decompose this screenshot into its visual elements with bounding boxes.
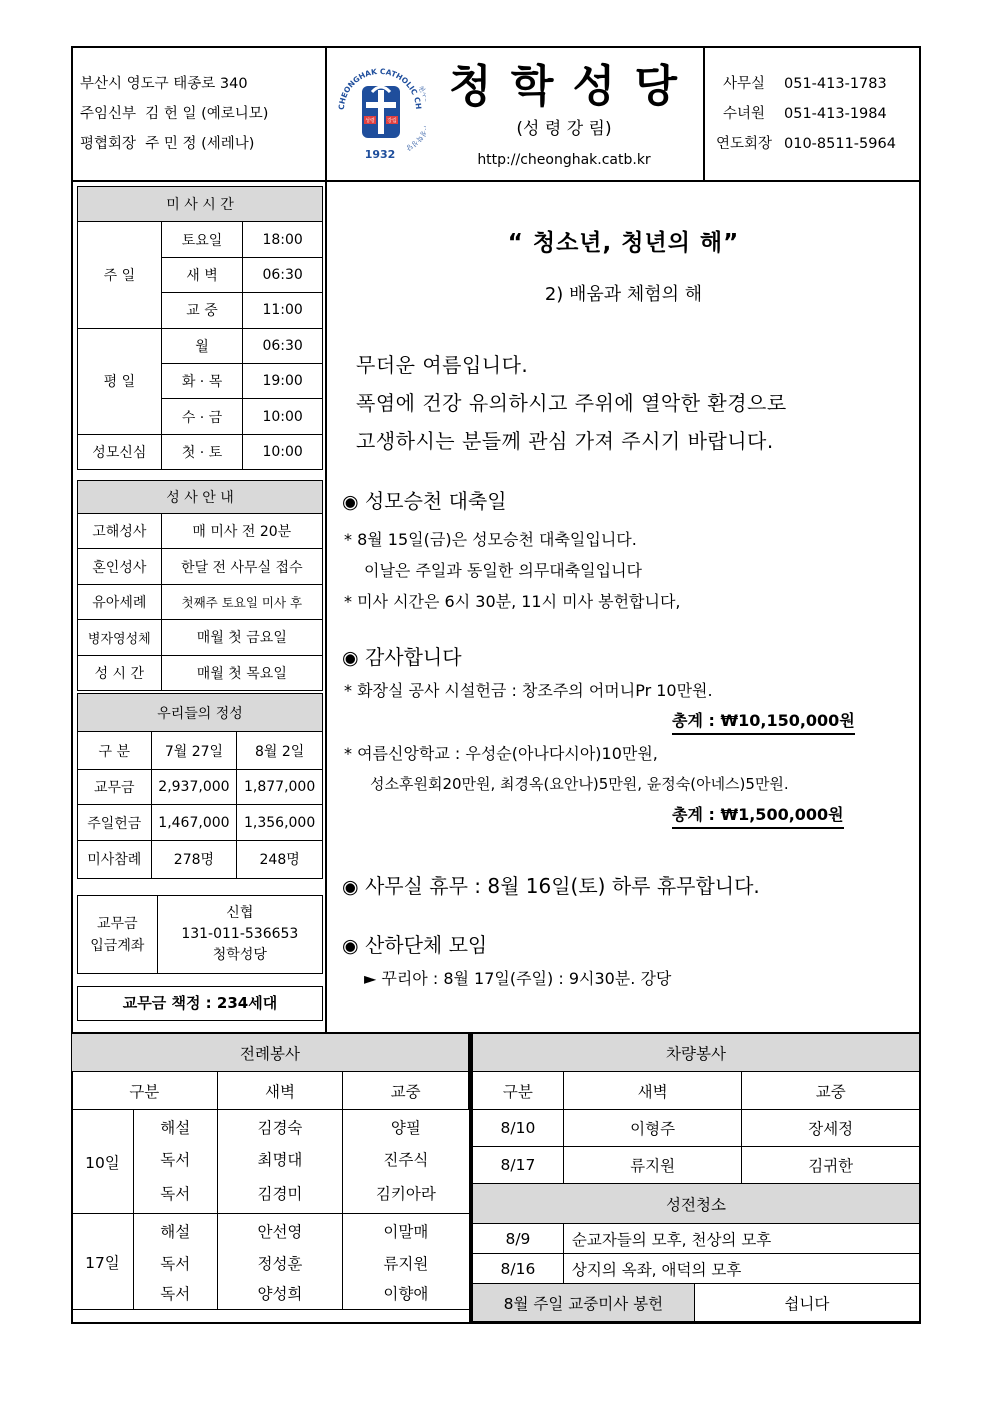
- vehicle-header: 구분: [473, 1072, 564, 1110]
- office-contact: 사무실 051-413-1783: [722, 76, 887, 92]
- sacrament-label: 병자영성체: [78, 620, 162, 655]
- liturgy-role: 해설: [133, 1110, 217, 1145]
- pastor-line: 주임신부 김 헌 일 (예로니모): [80, 106, 269, 122]
- main-title: “ 청소년, 청년의 해”: [507, 230, 740, 256]
- liturgy-day: 17일: [72, 1214, 134, 1310]
- liturgy-header: 새벽: [217, 1072, 343, 1110]
- section-assumption-body: [344, 524, 681, 617]
- offerings-title: 우리들의 정성: [78, 694, 323, 732]
- logo-right-tag: 강림: [387, 118, 397, 124]
- church-address: 부산시 영도구 태종로 340: [80, 76, 248, 92]
- thanks-total-1: 총계 : ₩10,150,000원: [672, 708, 855, 735]
- intro-line: 무더운 여름입니다.: [356, 353, 529, 377]
- households-count: 교무금 책정 : 234세대: [77, 986, 323, 1021]
- logo-side-text: 천 학성당: [404, 84, 426, 153]
- section-office-closed: ◉ 사무실 휴무 : 8월 16일(토) 하루 휴무합니다.: [342, 874, 760, 898]
- liturgy-header: 교중: [343, 1072, 469, 1110]
- liturgy-dawn: 양성희: [217, 1278, 343, 1310]
- mass-day: 화 · 목: [161, 363, 243, 398]
- liturgy-title: 전례봉사: [72, 1034, 469, 1072]
- liturgy-main: 이향애: [343, 1278, 469, 1310]
- cleaning-title: 성전청소: [473, 1184, 920, 1224]
- liturgy-dawn: 김경미: [217, 1174, 343, 1214]
- offering-value: 2,937,000: [151, 770, 237, 805]
- intro-paragraph: [356, 346, 787, 460]
- cleaning-groups: 순교자들의 모후, 천상의 모후: [563, 1224, 919, 1254]
- devotion-label: 성모신심: [78, 434, 162, 469]
- sacrament-value: 한달 전 사무실 접수: [161, 549, 322, 584]
- groups-line: ► 꾸리아 : 8월 17일(주일) : 9시30분. 강당: [364, 969, 672, 988]
- logo-year: 1932: [364, 148, 396, 161]
- account-table: [77, 895, 323, 974]
- mass-time: 06:30: [243, 328, 323, 363]
- sacraments-table: [77, 480, 323, 691]
- bullet-icon: ◉: [342, 935, 359, 957]
- mass-time: 06:30: [243, 257, 323, 292]
- church-patron: (성 령 강 림): [516, 119, 612, 139]
- header-divider: [71, 180, 921, 182]
- intro-line: 고생하시는 분들께 관심 가져 주시기 바랍니다.: [356, 429, 774, 453]
- mass-time: 10:00: [243, 399, 323, 434]
- account-details: 신협 131-011-536653 청학성당: [157, 896, 322, 974]
- convent-contact: 수녀원 051-413-1984: [722, 106, 887, 122]
- body-line: * 8월 15일(금)은 성모승천 대축일입니다.: [344, 530, 637, 549]
- offering-value: 248명: [237, 840, 323, 878]
- liturgy-main: 양필: [343, 1110, 469, 1145]
- council-line: 평협회장 주 민 정 (세레나): [80, 136, 255, 152]
- vehicle-main: 김귀한: [742, 1147, 920, 1184]
- liturgy-role: 독서: [160, 1151, 191, 1169]
- thanks-line: * 여름신앙학교 : 우성순(아나다시아)10만원,: [344, 744, 658, 763]
- mass-offering-value: 쉽니다: [694, 1284, 919, 1322]
- vehicle-dawn: 류지원: [563, 1147, 742, 1184]
- cleaning-table: [472, 1183, 920, 1322]
- mass-times-table: [77, 186, 323, 470]
- yeondo-contact: 연도회장 010-8511-5964: [715, 136, 896, 152]
- mass-time: 18:00: [243, 222, 323, 257]
- vehicle-date: 8/17: [473, 1147, 564, 1184]
- liturgy-main: 이말매: [343, 1214, 469, 1249]
- mass-day: 교 중: [161, 293, 243, 328]
- mass-day: 월: [161, 328, 243, 363]
- sacrament-label: 성 시 간: [78, 655, 162, 690]
- contact-info: [704, 69, 918, 159]
- thanks-line: 성소후원회20만원, 최경옥(요안나)5만원, 윤정숙(아네스)5만원.: [370, 775, 789, 793]
- weekday-label: 평 일: [78, 328, 162, 434]
- mass-day: 토요일: [161, 222, 243, 257]
- liturgy-table: [71, 1033, 469, 1310]
- vehicle-table: [472, 1033, 920, 1184]
- offering-value: 1,877,000: [237, 770, 323, 805]
- cleaning-date: 8/16: [473, 1254, 564, 1284]
- liturgy-dawn: 안선영: [217, 1214, 343, 1249]
- offering-value: 278명: [151, 840, 237, 878]
- section-assumption-heading: ◉ 성모승천 대축일: [342, 489, 507, 513]
- liturgy-day: 10일: [72, 1110, 134, 1214]
- column-divider: [325, 46, 327, 1034]
- liturgy-role: 해설: [160, 1223, 191, 1242]
- sacrament-label: 고해성사: [78, 514, 162, 549]
- body-line: 이날은 주일과 동일한 의무대축일입니다: [364, 561, 643, 580]
- logo-arc-text: CHEONGHAK CATHOLIC CH: [336, 66, 424, 111]
- bullet-icon: ◉: [342, 876, 359, 898]
- sacrament-value: 매월 첫 목요일: [161, 655, 322, 690]
- church-url[interactable]: http://cheonghak.catb.kr: [477, 152, 651, 168]
- liturgy-main: 진주식: [343, 1145, 469, 1174]
- church-logo: [334, 58, 426, 168]
- thanks-line: * 화장실 공사 시설헌금 : 창조주의 어머니Pr 10만원.: [344, 681, 713, 700]
- liturgy-role: 독서: [133, 1174, 217, 1214]
- liturgy-header: 구분: [72, 1072, 218, 1110]
- intro-line: 폭염에 건강 유의하시고 주위에 열악한 환경으로: [356, 391, 787, 415]
- church-title-block: [430, 58, 698, 174]
- thanks-total-2: 총계 : ₩1,500,000원: [672, 802, 844, 829]
- section-groups-heading: ◉ 산하단체 모임: [342, 933, 488, 957]
- vehicle-main: 장세정: [742, 1110, 920, 1147]
- sacrament-label: 유아세례: [78, 584, 162, 619]
- liturgy-role: 독서: [133, 1278, 217, 1310]
- mass-times-title: 미 사 시 간: [78, 187, 323, 222]
- liturgy-role: 독서: [160, 1255, 191, 1273]
- liturgy-dawn: 최명대: [217, 1145, 343, 1174]
- church-name: 청 학 성 당: [449, 61, 679, 112]
- sacrament-label: 혼인성사: [78, 549, 162, 584]
- offerings-header: 구 분: [78, 732, 152, 770]
- section-thanks-heading: ◉ 감사합니다: [342, 645, 462, 669]
- offerings-header: 8월 2일: [237, 732, 323, 770]
- cleaning-date: 8/9: [473, 1224, 564, 1254]
- sacrament-value: 매 미사 전 20분: [161, 514, 322, 549]
- vehicle-header: 교중: [742, 1072, 920, 1110]
- offering-value: 1,356,000: [237, 805, 323, 840]
- offerings-header: 7월 27일: [151, 732, 237, 770]
- header-info: [80, 69, 268, 159]
- devotion-time: 10:00: [243, 434, 323, 469]
- account-label: 교무금 입금계좌: [78, 896, 158, 974]
- vehicle-date: 8/10: [473, 1110, 564, 1147]
- bullet-icon: ◉: [342, 491, 359, 513]
- vehicle-title: 차량봉사: [473, 1034, 920, 1072]
- sacraments-title: 성 사 안 내: [78, 481, 323, 514]
- sunday-label: 주 일: [78, 222, 162, 328]
- devotion-day: 첫 · 토: [161, 434, 243, 469]
- logo-left-tag: 성령: [365, 118, 375, 124]
- offerings-table: [77, 693, 323, 879]
- mass-day: 새 벽: [161, 257, 243, 292]
- vehicle-dawn: 이형주: [563, 1110, 742, 1147]
- liturgy-dawn: 정성훈: [217, 1249, 343, 1278]
- offering-label: 미사참례: [78, 840, 152, 878]
- mass-time: 11:00: [243, 293, 323, 328]
- cleaning-groups: 상지의 옥좌, 애덕의 모후: [563, 1254, 919, 1284]
- mass-day: 수 · 금: [161, 399, 243, 434]
- sacrament-value: 첫째주 토요일 미사 후: [161, 584, 322, 619]
- mass-time: 19:00: [243, 363, 323, 398]
- bullet-icon: ◉: [342, 647, 359, 669]
- liturgy-main: 류지원: [343, 1249, 469, 1278]
- liturgy-dawn: 김경숙: [217, 1110, 343, 1145]
- offering-label: 교무금: [78, 770, 152, 805]
- offering-value: 1,467,000: [151, 805, 237, 840]
- body-line: * 미사 시간은 6시 30분, 11시 미사 봉헌합니다,: [344, 592, 681, 611]
- main-subtitle: 2) 배움과 체험의 해: [544, 284, 703, 305]
- sacrament-value: 매월 첫 금요일: [161, 620, 322, 655]
- liturgy-main: 김키아라: [343, 1174, 469, 1214]
- vehicle-header: 새벽: [563, 1072, 742, 1110]
- offering-label: 주일헌금: [78, 805, 152, 840]
- mass-offering-label: 8월 주일 교중미사 봉헌: [473, 1284, 695, 1322]
